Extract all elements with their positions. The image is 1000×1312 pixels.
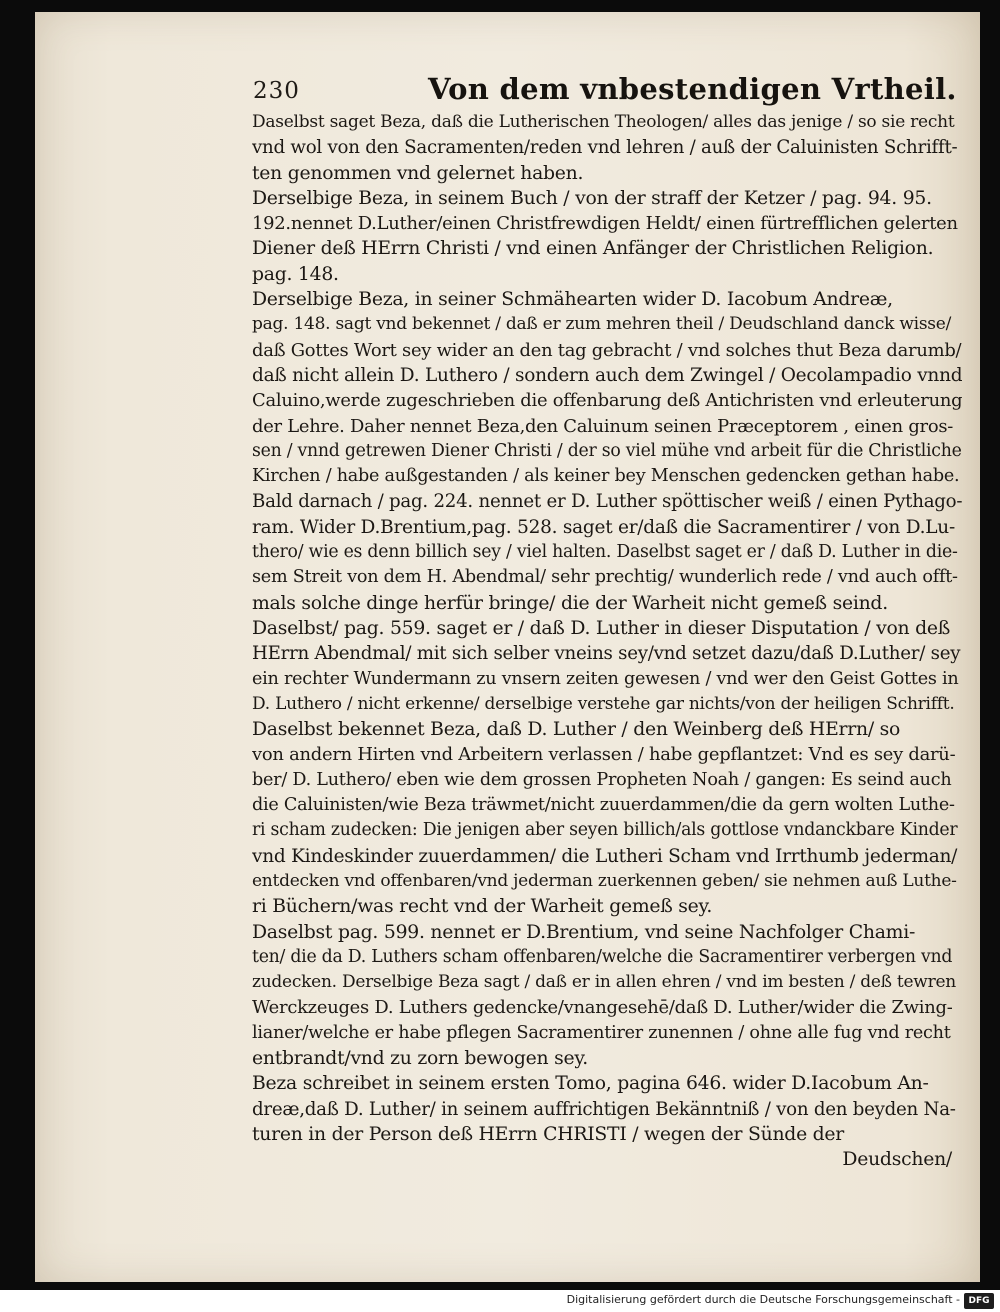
text-line: dreæ,daß D. Luther/ in seinem auffrichtigen Bekänntniß / von den beyden Na- xyxy=(252,1098,956,1120)
digitization-credit: Digitalisierung gefördert durch die Deutsche Forschungsgemeinschaft - xyxy=(566,1293,960,1306)
text-line: Kirchen / habe außgestanden / als keiner bey Menschen gedencken gethan habe. xyxy=(252,466,960,487)
text-line: Werckzeuges D. Luthers gedencke/vnangesehē/daß D. Luther/wider die Zwing- xyxy=(252,997,953,1019)
text-line: lianer/welche er habe pflegen Sacramentirer zunennen / ohne alle fug vnd recht xyxy=(252,1022,951,1043)
body-text xyxy=(252,110,962,1172)
text-line: ten/ die da D. Luthers scham offenbaren/welche die Sacramentirer verbergen vnd xyxy=(252,946,953,967)
text-line: sen / vnnd getrewen Diener Christi / der so viel mühe vnd arbeit für die Christliche xyxy=(252,440,962,461)
text-line: entdecken vnd offenbaren/vnd jederman zuerkennen geben/ sie nehmen auß Luthe- xyxy=(252,870,957,891)
text-line: ten genommen vnd gelernet haben. xyxy=(252,162,584,184)
text-line: daß nicht allein D. Luthero / sondern auch dem Zwingel / Oecolampadio vnnd xyxy=(252,364,962,386)
text-line: der Lehre. Daher nennet Beza,den Caluinum seinen Præceptorem , einen gros- xyxy=(252,415,954,437)
text-line: Daselbst bekennet Beza, daß D. Luther / den Weinberg deß HErrn/ so xyxy=(252,719,901,741)
text-line: turen in der Person deß HErrn CHRISTI / wegen der Sünde der xyxy=(252,1123,845,1145)
running-head xyxy=(253,72,958,108)
text-line: ber/ D. Luthero/ eben wie dem grossen Propheten Noah / gangen: Es seind auch xyxy=(252,769,952,790)
text-line: Bald darnach / pag. 224. nennet er D. Luther spöttischer weiß / einen Pythago- xyxy=(252,491,962,513)
text-line: ein rechter Wundermann zu vnsern zeiten gewesen / vnd wer den Geist Gottes in xyxy=(252,668,959,689)
text-line: Daselbst/ pag. 559. saget er / daß D. Luther in dieser Disputation / von deß xyxy=(252,617,951,639)
text-line: thero/ wie es denn billich sey / viel halten. Daselbst saget er / daß D. Luther in die- xyxy=(252,542,958,563)
page-number: 230 xyxy=(253,78,300,104)
text-line: D. Luthero / nicht erkenne/ derselbige verstehe gar nichts/von der heiligen Schrifft. xyxy=(252,693,955,714)
text-line: pag. 148. sagt vnd bekennet / daß er zum mehren theil / Deudschland danck wisse/ xyxy=(252,314,952,335)
text-line: vnd wol von den Sacramenten/reden vnd lehren / auß der Caluinisten Schrifft- xyxy=(252,137,958,159)
text-line: entbrandt/vnd zu zorn bewogen sey. xyxy=(252,1047,588,1069)
catchword: Deudschen/ xyxy=(842,1149,952,1171)
text-line: daß Gottes Wort sey wider an den tag gebracht / vnd solches thut Beza darumb/ xyxy=(252,339,962,361)
footer-bar xyxy=(0,1290,1000,1312)
running-title: Von dem vnbestendigen Vrtheil. xyxy=(428,72,957,106)
text-line: vnd Kindeskinder zuuerdammen/ die Lutheri Scham vnd Irrthumb jederman/ xyxy=(252,845,958,867)
text-line: zudecken. Derselbige Beza sagt / daß er in allen ehren / vnd im besten / deß tewren xyxy=(252,972,956,993)
text-line: die Caluinisten/wie Beza träwmet/nicht zuuerdammen/die da gern wolten Luthe- xyxy=(252,795,955,816)
text-line: pag. 148. xyxy=(252,263,339,285)
dfg-logo: DFG xyxy=(964,1293,994,1309)
text-line: ri Büchern/was recht vnd der Warheit gemeß sey. xyxy=(252,896,713,918)
text-line: sem Streit von dem H. Abendmal/ sehr prechtig/ wunderlich rede / vnd auch offt- xyxy=(252,567,958,588)
text-line: Derselbige Beza, in seiner Schmähearten wider D. Iacobum Andreæ, xyxy=(252,289,893,311)
text-line: ri scham zudecken: Die jenigen aber seyen billich/als gottlose vndanckbare Kinder xyxy=(252,820,958,841)
text-line: mals solche dinge herfür bringe/ die der Warheit nicht gemeß seind. xyxy=(252,592,888,614)
text-line: ram. Wider D.Brentium,pag. 528. saget er/daß die Sacramentirer / von D.Lu- xyxy=(252,516,955,538)
text-line: Daselbst pag. 599. nennet er D.Brentium, vnd seine Nachfolger Chami- xyxy=(252,921,916,943)
text-line: Diener deß HErrn Christi / vnd einen Anfänger der Christlichen Religion. xyxy=(252,238,934,260)
text-line: von andern Hirten vnd Arbeitern verlassen / habe gepflantzet: Vnd es sey darü- xyxy=(252,744,956,766)
text-line: Beza schreibet in seinem ersten Tomo, pagina 646. wider D.Iacobum An- xyxy=(252,1073,929,1095)
text-line: Daselbst saget Beza, daß die Lutherischen Theologen/ alles das jenige / so sie recht xyxy=(252,112,955,132)
text-line: HErrn Abendmal/ mit sich selber vneins sey/vnd setzet dazu/daß D.Luther/ sey xyxy=(252,643,961,665)
text-line: Caluino,werde zugeschrieben die offenbarung deß Antichristen vnd erleuterung xyxy=(252,390,962,412)
text-line: Derselbige Beza, in seinem Buch / von der straff der Ketzer / pag. 94. 95. xyxy=(252,187,932,209)
text-line: 192.nennet D.Luther/einen Christfrewdigen Heldt/ einen fürtrefflichen gelerten xyxy=(252,213,958,235)
